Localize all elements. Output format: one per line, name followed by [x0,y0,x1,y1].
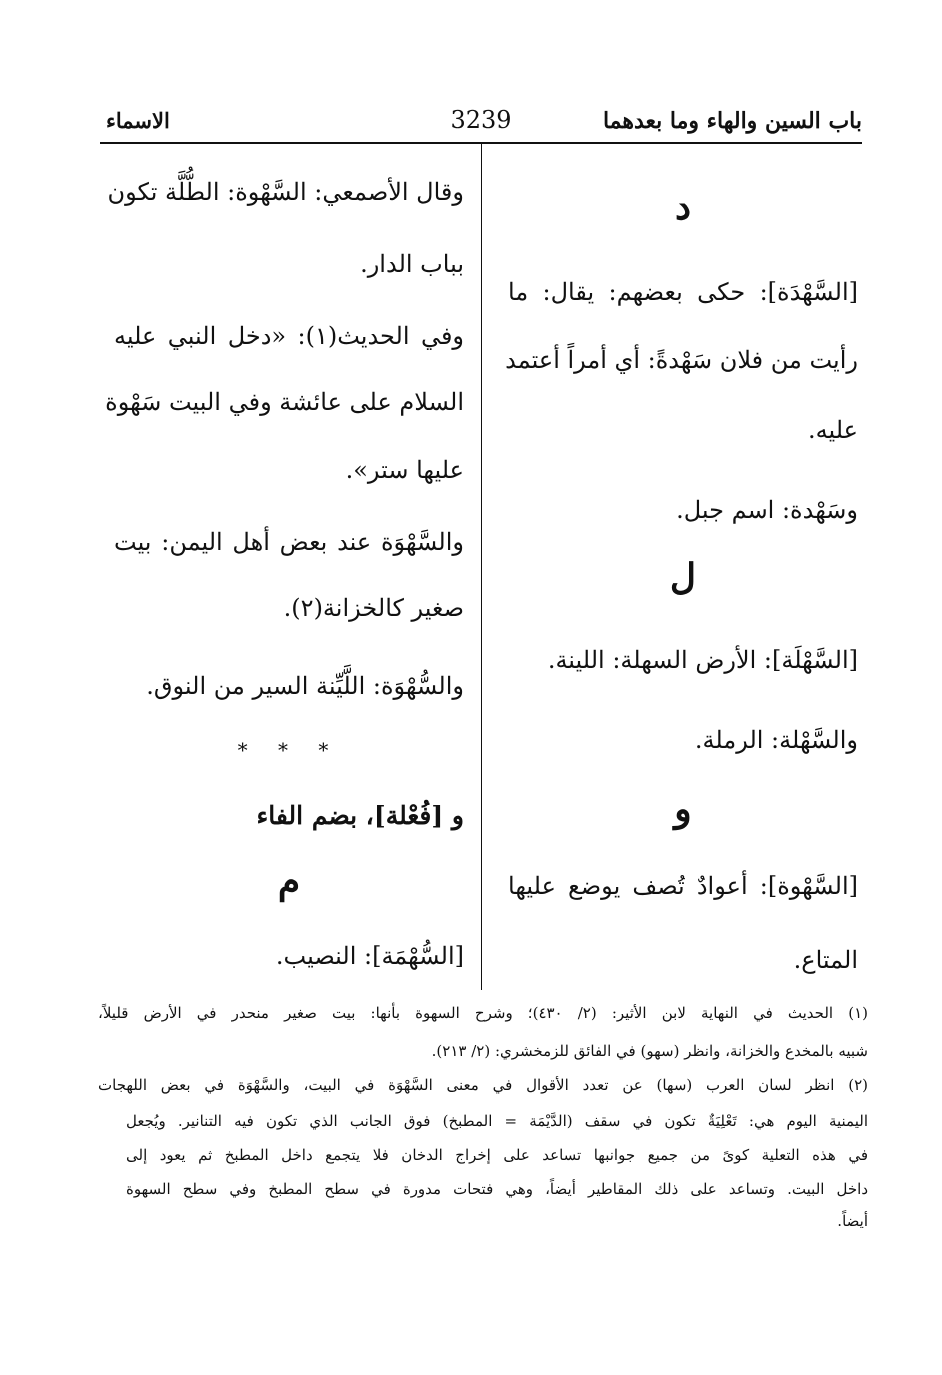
footnote-1-line2: شبيه بالمخدع والخزانة، وانظر (سهو) في الفائق للزمخشري: (٢/ ٢١٣). [431,1042,868,1060]
letter-heading-mim: م [277,860,301,902]
entry-sahla-sand: والسَّهْلة: الرملة. [694,726,858,754]
section-separator-stars: * * * [237,738,341,762]
suhwa-camel-entry: والسُّهْوَة: اللَّيِّنة السير من النوق. [146,672,464,700]
letter-heading-dal: د [674,186,692,228]
footnote-2-line1: (٢) انظر لسان العرب (سها) عن تعدد الأقوال في معنى السَّهْوَة في البيت، والسَّهْوَة في بعض اللهجات [98,1076,868,1094]
yemen-entry-line2: صغير كالخزانة(٢). [283,594,464,622]
asmai-quote-line1: وقال الأصمعي: السَّهْوة: الطُّلَّة تكون [107,178,464,206]
entry-sahwa-line1: [السَّهْوة]: أعوادٌ تُصف يوضع عليها [508,872,858,900]
entry-sahda-line2: رأيت من فلان سَهْدةً: أي أمراً أعتمد [505,346,858,374]
entry-sahla: [السَّهْلَة]: الأرض السهلة: اللينة. [547,646,858,674]
footnote-2-line2: اليمنية اليوم هي: تَعْلِيَةٌ تكون في سقف (الدَّيْمَة = المطبخ) فوق الجانب الذي تكون فيه التنانير. ويُجعل [126,1112,868,1130]
fula-section-heading: و [فُعْلة]، بضم الفاء [256,801,464,830]
column-divider [481,144,482,990]
entry-sahwa-line2: المتاع. [793,946,858,974]
hadith-line1: وفي الحديث(١): «دخل النبي عليه [114,322,465,350]
letter-heading-waw: و [674,788,692,830]
letter-heading-lam: ل [669,556,697,598]
section-title: الاسماء [106,108,170,133]
yemen-entry-line1: والسَّهْوَة عند بعض أهل اليمن: بيت [114,528,464,556]
page-number: 3239 [450,106,512,134]
page-header [100,108,862,142]
footnote-2-line5: أيضاً. [837,1212,868,1230]
entry-sahda-line3: عليه. [807,416,858,444]
footnote-1-line1: (١) الحديث في النهاية لابن الأثير: (٢/ ٤٣٠)؛ وشرح السهوة بأنها: بيت صغير منحدر في الأرض قليلاً، [98,1004,868,1022]
hadith-line3: عليها ستر». [345,456,464,484]
entry-sahda-line1: [السَّهْدَة]: حكى بعضهم: يقال: ما [508,278,858,306]
entry-suhma: [السُّهْمَة]: النصيب. [275,942,464,970]
footnote-2-line4: داخل البيت. وتساعد على ذلك المقاطير أيضاً، وهي فتحات مدورة في سطح المطبخ وفي سطح السهوة [126,1180,869,1198]
asmai-quote-line2: بباب الدار. [360,250,464,278]
footnote-2-line3: في هذه التعلية كوىً من جميع جوانبها تساعد على إخراج الدخان فلا يتجمع داخل المطبخ ثم يعود إلى [126,1146,868,1164]
hadith-line2: السلام على عائشة وفي البيت سَهْوة [105,388,464,416]
entry-sahda-mountain: وسَهْدة: اسم جبل. [676,496,858,524]
chapter-title: باب السين والهاء وما بعدهما [602,108,862,134]
